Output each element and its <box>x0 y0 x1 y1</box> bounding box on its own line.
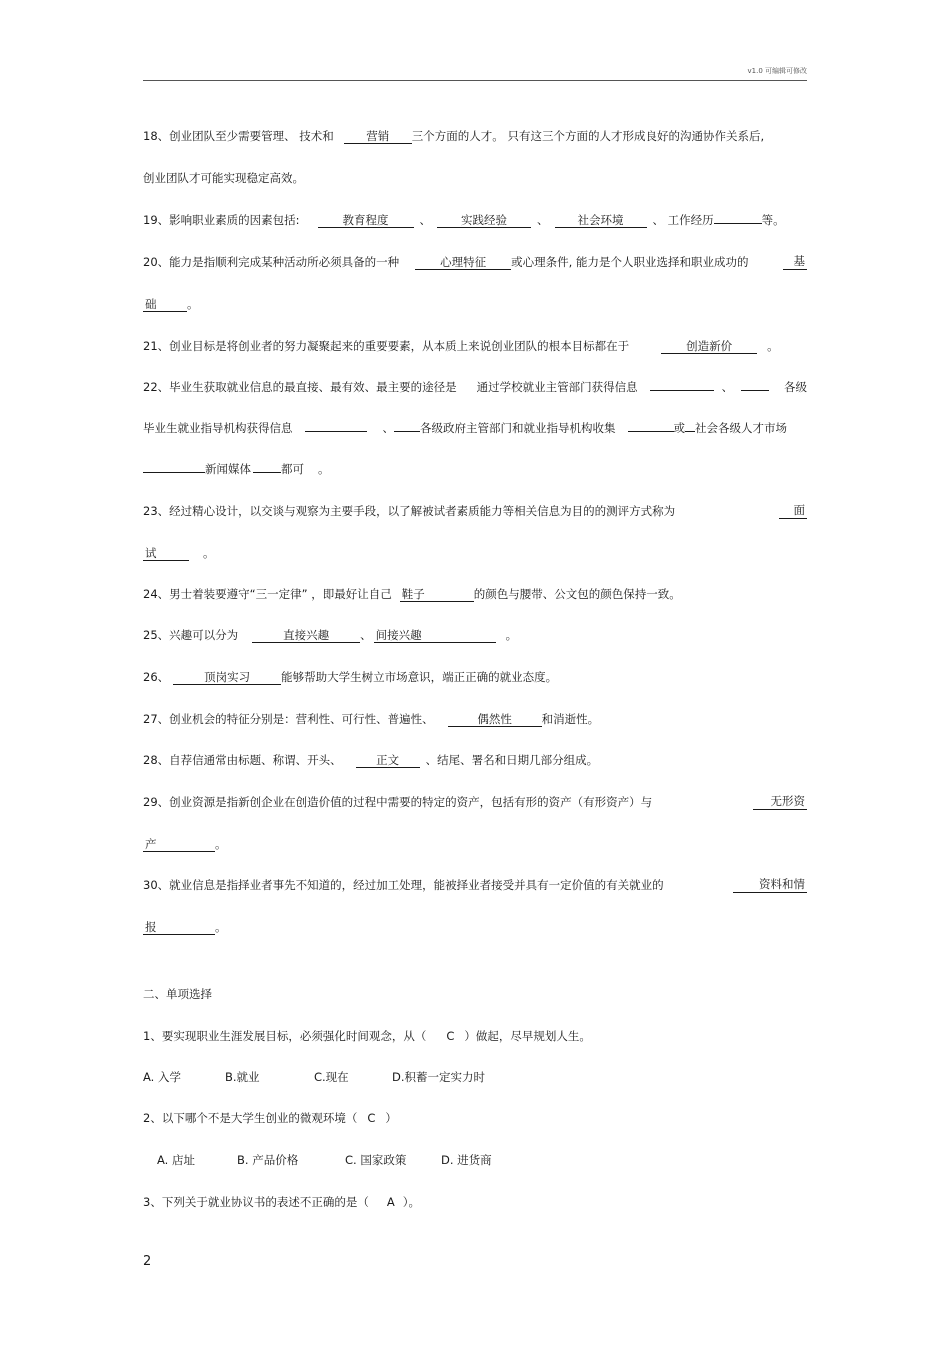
question-27: 27、创业机会的特征分别是：营利性、可行性、普遍性、 偶然性 和消逝性。 <box>143 712 600 726</box>
section-title: 二、单项选择 <box>143 987 212 1001</box>
page-number: 2 <box>143 1254 152 1269</box>
question-29: 29、创业资源是指新创企业在创造价值的过程中需要的特定的资产，包括有形的资产（有形资产）与 无形资 <box>143 794 805 809</box>
answer-blank: 正文 <box>356 753 420 768</box>
option-a: A. 店址 <box>157 1153 195 1167</box>
answer: C <box>367 1111 376 1125</box>
question-26: 26、 顶岗实习 能够帮助大学生树立市场意识，端正正确的就业态度。 <box>143 670 558 684</box>
answer-blank <box>685 431 695 432</box>
question-25: 25、兴趣可以分为 直接兴趣 、 间接兴趣 。 <box>143 628 518 642</box>
option-a: A. 入学 <box>143 1070 181 1084</box>
question-22: 22、毕业生获取就业信息的最直接、最有效、最主要的途径是 通过学校就业主管部门获得信息 、 各级 <box>143 380 807 394</box>
question-20: 20、能力是指顺利完成某种活动所必须具备的一种 心理特征 或心理条件, 能力是个人职业选择和职业成功的 基 <box>143 254 805 269</box>
answer-blank: 报 <box>143 920 215 935</box>
mc-question-1: 1、要实现职业生涯发展目标，必须强化时间观念，从（ C ）做起，尽早规划人生。 <box>143 1029 591 1043</box>
question-21: 21、创业目标是将创业者的努力凝聚起来的重要要素，从本质上来说创业团队的根本目标都在于 创造新价 。 <box>143 339 779 353</box>
question-19: 19、影响职业素质的因素包括: 教育程度 、 实践经验 、 社会环境 、 工作经历 等。 <box>143 213 785 227</box>
answer-blank: 鞋子 <box>400 587 474 602</box>
option-b: B.就业 <box>225 1070 260 1084</box>
answer-blank <box>394 431 420 432</box>
question-22-cont2: 新闻媒体 都可 。 <box>143 461 807 477</box>
answer-blank: 教育程度 <box>318 213 414 228</box>
question-30: 30、就业信息是指择业者事先不知道的，经过加工处理，能被择业者接受并具有一定价值的有关就业的 资料和情 <box>143 877 805 892</box>
answer-blank: 面 <box>779 503 807 519</box>
answer-blank <box>650 390 714 391</box>
answer-blank <box>143 472 205 473</box>
answer-blank: 间接兴趣 <box>374 628 496 643</box>
answer-blank <box>741 390 769 391</box>
answer-blank <box>714 223 762 224</box>
answer-blank <box>253 472 281 473</box>
mc-question-2: 2、以下哪个不是大学生创业的微观环境（ C ） <box>143 1111 397 1125</box>
answer-blank: 心理特征 <box>415 255 511 270</box>
answer-blank: 基 <box>783 254 807 270</box>
answer-blank <box>305 431 367 432</box>
question-28: 28、自荐信通常由标题、称谓、开头、 正文 、结尾、署名和日期几部分组成。 <box>143 753 599 767</box>
header-rule <box>143 80 807 81</box>
option-c: C. 国家政策 <box>345 1153 407 1167</box>
option-d: D. 进货商 <box>441 1153 492 1167</box>
answer-blank: 直接兴趣 <box>252 628 360 643</box>
version-label: v1.0 可编辑可修改 <box>747 67 807 75</box>
mc-options-1 <box>143 1069 807 1085</box>
question-20-cont: 础 。 <box>145 297 199 311</box>
answer: C <box>446 1029 455 1043</box>
answer: A <box>386 1195 395 1209</box>
answer-blank: 偶然性 <box>448 712 542 727</box>
mc-question-3: 3、下列关于就业协议书的表述不正确的是（ A ）。 <box>143 1195 420 1209</box>
mc-options-2 <box>143 1152 821 1168</box>
answer-blank <box>628 431 674 432</box>
answer-blank: 试 <box>143 546 189 561</box>
question-18-cont: 创业团队才可能实现稳定高效。 <box>143 171 304 185</box>
option-d: D.积蓄一定实力时 <box>392 1070 486 1084</box>
answer-blank: 无形资 <box>753 794 807 810</box>
option-b: B. 产品价格 <box>237 1153 299 1167</box>
question-23: 23、经过精心设计，以交谈与观察为主要手段，以了解被试者素质能力等相关信息为目的的测评方式称为 面 <box>143 503 805 518</box>
answer-blank: 资料和情 <box>733 877 807 893</box>
question-29-cont: 产 。 <box>145 837 227 851</box>
answer-blank: 社会环境 <box>555 213 647 228</box>
answer-blank: 顶岗实习 <box>173 670 281 685</box>
answer-blank: 础 <box>143 297 187 312</box>
question-30-cont: 报 。 <box>145 920 227 934</box>
question-18: 18、创业团队至少需要管理、 技术和 营销 三个方面的人才。 只有这三个方面的人才形成良好的沟通协作关系后, <box>143 129 765 143</box>
answer-blank: 产 <box>143 837 215 852</box>
option-c: C.现在 <box>314 1070 349 1084</box>
answer-blank: 实践经验 <box>437 213 531 228</box>
question-23-cont: 试 。 <box>145 546 215 560</box>
question-22-cont: 毕业生就业指导机构获得信息 、 各级政府主管部门和就业指导机构收集 或 社会各级人才市场 <box>143 421 787 435</box>
answer-blank: 创造新价 <box>661 339 757 354</box>
answer-blank: 营销 <box>344 129 412 144</box>
question-24: 24、男士着装要遵守“三一定律” ，即最好让自己 鞋子 的颜色与腰带、公文包的颜色保持一致。 <box>143 587 681 601</box>
